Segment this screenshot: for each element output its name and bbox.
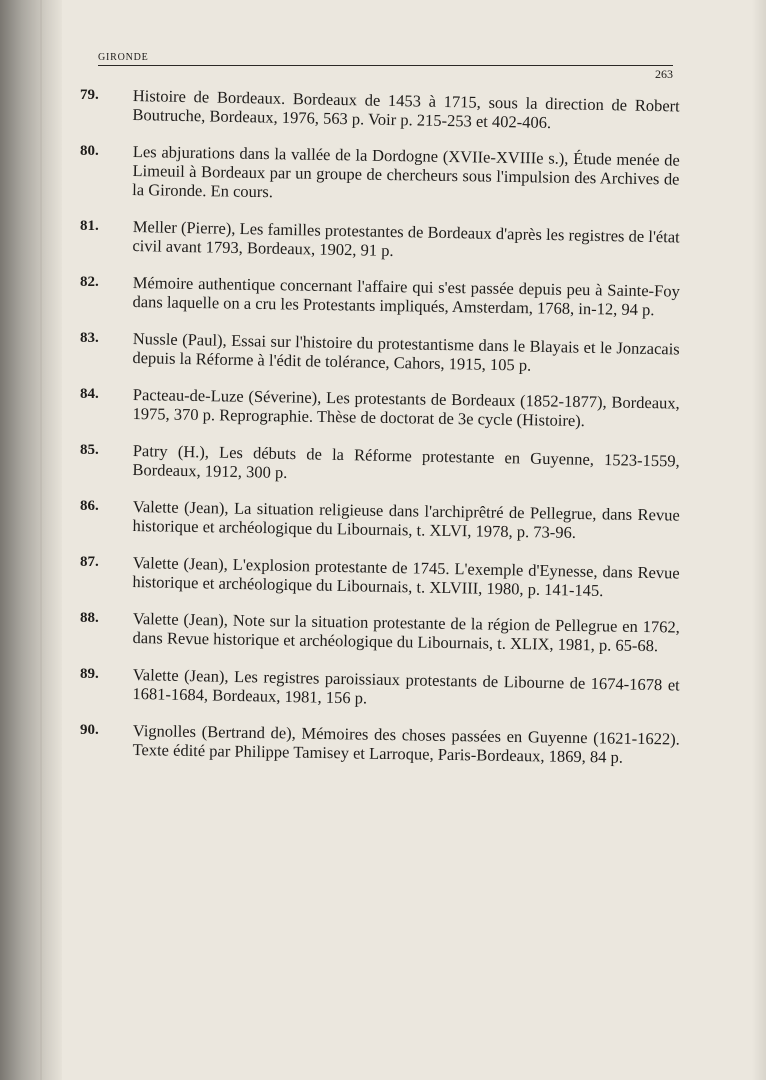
bibliography-entry-89	[70, 665, 680, 708]
bibliography-entry-84	[70, 385, 680, 431]
entry-number: 89.	[80, 666, 99, 682]
header-rule	[98, 65, 673, 66]
entry-number: 85.	[80, 442, 99, 458]
bibliography-entry-81	[70, 217, 680, 261]
bibliography-entry-88	[70, 609, 680, 656]
entry-text: Valette (Jean), Note sur la situation protestante de la région de Pellegrue en 1762, dans Revue historique et archéologique du Libournais, t. XLIX, 1981, p. 65-68.	[132, 609, 680, 656]
bibliography-entry-87	[70, 553, 680, 601]
entry-text: Patry (H.), Les débuts de la Réforme protestante en Guyenne, 1523-1559, Bordeaux, 1912, 300 p.	[132, 441, 680, 482]
entry-text: Mémoire authentique concernant l'affaire qui s'est passée depuis peu à Sainte-Foy dans laquelle on a cru les Protestants impliqués, Amsterdam, 1768, in-12, 94 p.	[132, 273, 680, 320]
bibliography-entry-90	[70, 721, 680, 767]
entry-number: 87.	[80, 554, 99, 570]
entry-text: Meller (Pierre), Les familles protestantes de Bordeaux d'après les registres de l'état civil avant 1793, Bordeaux, 1902, 91 p.	[132, 217, 680, 261]
bibliography-entry-80	[70, 142, 680, 202]
entry-text: Les abjurations dans la vallée de la Dordogne (XVIIe-XVIIIe s.), Étude menée de Limeuil à Bordeaux par un groupe de chercheurs sous l'impulsion des Archives de la Gironde. En cours.	[132, 142, 680, 202]
entry-text: Valette (Jean), L'explosion protestante de 1745. L'exemple d'Eynesse, dans Revue historique et archéologique du Libournais, t. XLVIII, 1980, p. 141-145.	[132, 553, 680, 601]
entry-number: 84.	[80, 386, 99, 402]
entry-text: Vignolles (Bertrand de), Mémoires des choses passées en Guyenne (1621-1622). Texte édité par Philippe Tamisey et Larroque, Paris-Bordeaux, 1869, 84 p.	[132, 721, 680, 767]
bibliography-entry-83	[70, 329, 680, 375]
entry-text: Valette (Jean), Les registres paroissiaux protestants de Libourne de 1674-1678 et 1681-1684, Bordeaux, 1981, 156 p.	[132, 665, 680, 708]
bibliography-entry-79	[70, 86, 680, 133]
entry-text: Nussle (Paul), Essai sur l'histoire du protestantisme dans le Blayais et le Jonzacais depuis la Réforme à l'édit de tolérance, Cahors, 1915, 105 p.	[132, 329, 680, 375]
entry-number: 82.	[80, 274, 99, 290]
running-head: GIRONDE	[98, 52, 149, 63]
entry-text: Histoire de Bordeaux. Bordeaux de 1453 à 1715, sous la direction de Robert Boutruche, Bordeaux, 1976, 563 p. Voir p. 215-253 et 402-406.	[132, 86, 680, 133]
entry-number: 83.	[80, 330, 99, 346]
page-number: 263	[655, 67, 673, 81]
book-gutter-shadow	[0, 0, 62, 1080]
page-header	[98, 50, 673, 84]
gutter-crease	[40, 0, 42, 1080]
entry-number: 80.	[80, 143, 99, 159]
page-edge-shadow	[752, 0, 766, 1080]
entry-number: 81.	[80, 218, 99, 234]
bibliography-list	[70, 86, 680, 777]
entry-number: 79.	[80, 87, 99, 103]
bibliography-entry-86	[70, 497, 680, 542]
entry-text: Valette (Jean), La situation religieuse dans l'archiprêtré de Pellegrue, dans Revue historique et archéologique du Libournais, t. XLVI, 1978, p. 73-96.	[132, 497, 680, 542]
entry-number: 90.	[80, 722, 99, 738]
entry-text: Pacteau-de-Luze (Séverine), Les protestants de Bordeaux (1852-1877), Bordeaux, 1975, 370 p. Reprographie. Thèse de doctorat de 3e cycle (Histoire).	[132, 385, 680, 431]
bibliography-entry-85	[70, 441, 680, 482]
bibliography-entry-82	[70, 273, 680, 320]
entry-number: 86.	[80, 498, 99, 514]
entry-number: 88.	[80, 610, 99, 626]
